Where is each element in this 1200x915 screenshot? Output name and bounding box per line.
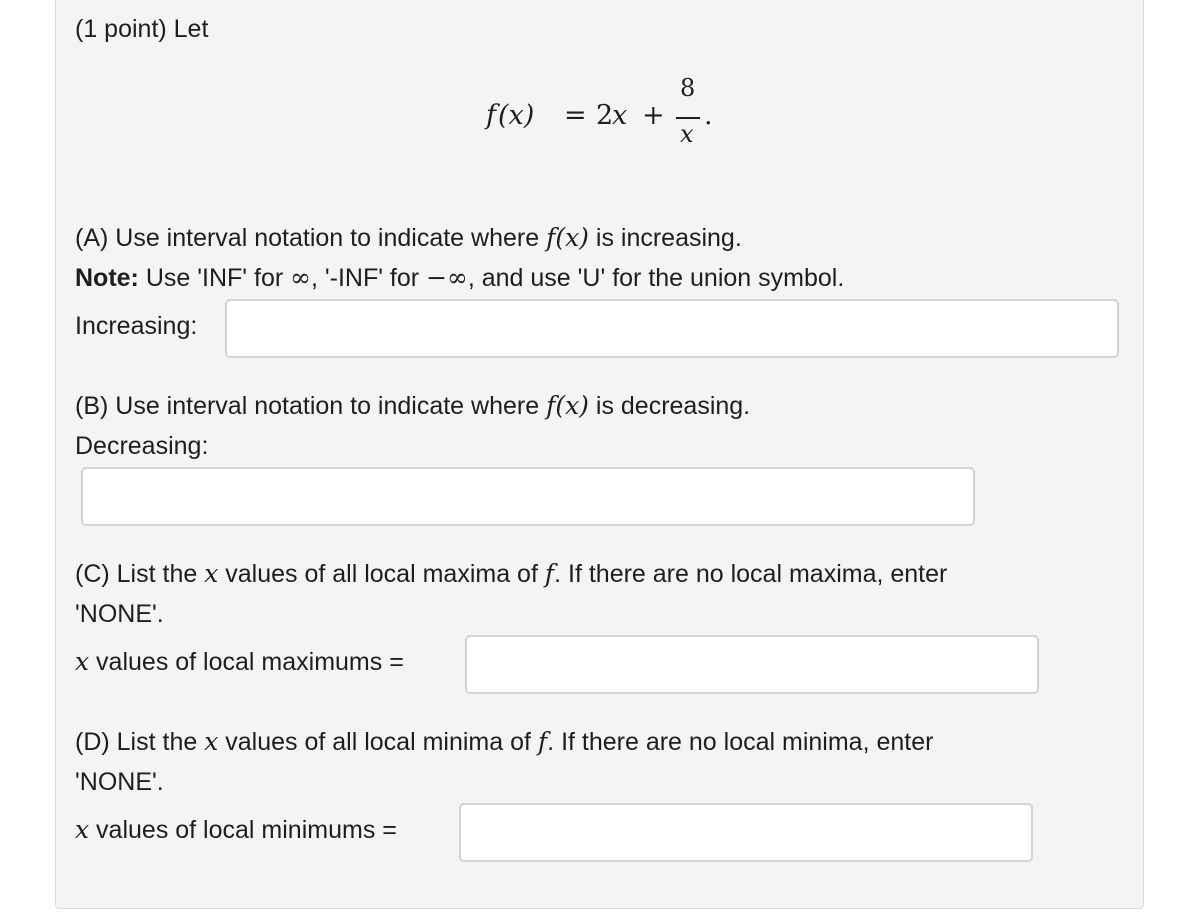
part-c-suffix: . If there are no local maxima, enter [554, 560, 948, 588]
formula-equals: = [564, 100, 587, 131]
function-formula [484, 76, 724, 156]
part-b-suffix: is decreasing. [588, 392, 751, 420]
infinity-symbol: ∞ [290, 263, 311, 292]
formula-arg: (x) [498, 100, 535, 131]
formula-plus: + [642, 100, 665, 131]
local-min-label-x: x [75, 815, 90, 844]
part-a-note [75, 263, 844, 293]
part-d-question [75, 727, 933, 757]
increasing-label: Increasing: [75, 312, 198, 340]
part-a-suffix: is increasing. [588, 224, 742, 252]
part-c-middle: values of all local maxima of [218, 560, 545, 588]
part-a-prefix: (A) Use interval notation to indicate where [75, 224, 547, 252]
part-d-middle: values of all local minima of [218, 728, 538, 756]
note-text-3: , and use 'U' for the union symbol. [467, 264, 845, 292]
local-max-label-text: values of local maximums = [89, 648, 404, 676]
local-max-label [75, 647, 404, 677]
formula-period: . [704, 100, 713, 131]
formula-f: f [486, 100, 496, 131]
part-d-suffix: . If there are no local minima, enter [547, 728, 934, 756]
part-a-question [75, 223, 742, 253]
part-c-f: f [544, 559, 555, 588]
part-d-none-hint: 'NONE'. [75, 768, 164, 796]
formula-coefficient: 2 [596, 100, 614, 131]
part-c-x: x [204, 559, 219, 588]
part-b-prefix: (B) Use interval notation to indicate where [75, 392, 547, 420]
part-d-x: x [204, 727, 219, 756]
part-b-question [75, 391, 750, 421]
problem-intro: (1 point) Let [75, 15, 209, 43]
local-min-label-text: values of local minimums = [89, 816, 397, 844]
part-d-f: f [537, 727, 548, 756]
part-c-none-hint: 'NONE'. [75, 600, 164, 628]
part-a-fx: f(x) [546, 223, 589, 252]
local-max-label-x: x [75, 647, 90, 676]
part-d-prefix: (D) List the [75, 728, 205, 756]
note-label: Note: [75, 264, 139, 292]
decreasing-input[interactable] [81, 467, 975, 526]
part-c-question [75, 559, 947, 589]
formula-numerator: 8 [680, 74, 696, 102]
formula-denominator: x [680, 120, 694, 148]
formula-variable: x [612, 100, 628, 131]
local-max-input[interactable] [465, 635, 1039, 694]
negative-infinity-symbol: −∞ [426, 263, 468, 292]
local-min-label [75, 815, 397, 845]
increasing-input[interactable] [225, 299, 1119, 358]
local-min-input[interactable] [459, 803, 1033, 862]
part-c-prefix: (C) List the [75, 560, 205, 588]
fraction-bar [676, 117, 700, 119]
decreasing-label: Decreasing: [75, 432, 209, 460]
note-text-1: Use 'INF' for [138, 264, 291, 292]
part-b-fx: f(x) [546, 391, 589, 420]
note-text-2: , '-INF' for [310, 264, 427, 292]
